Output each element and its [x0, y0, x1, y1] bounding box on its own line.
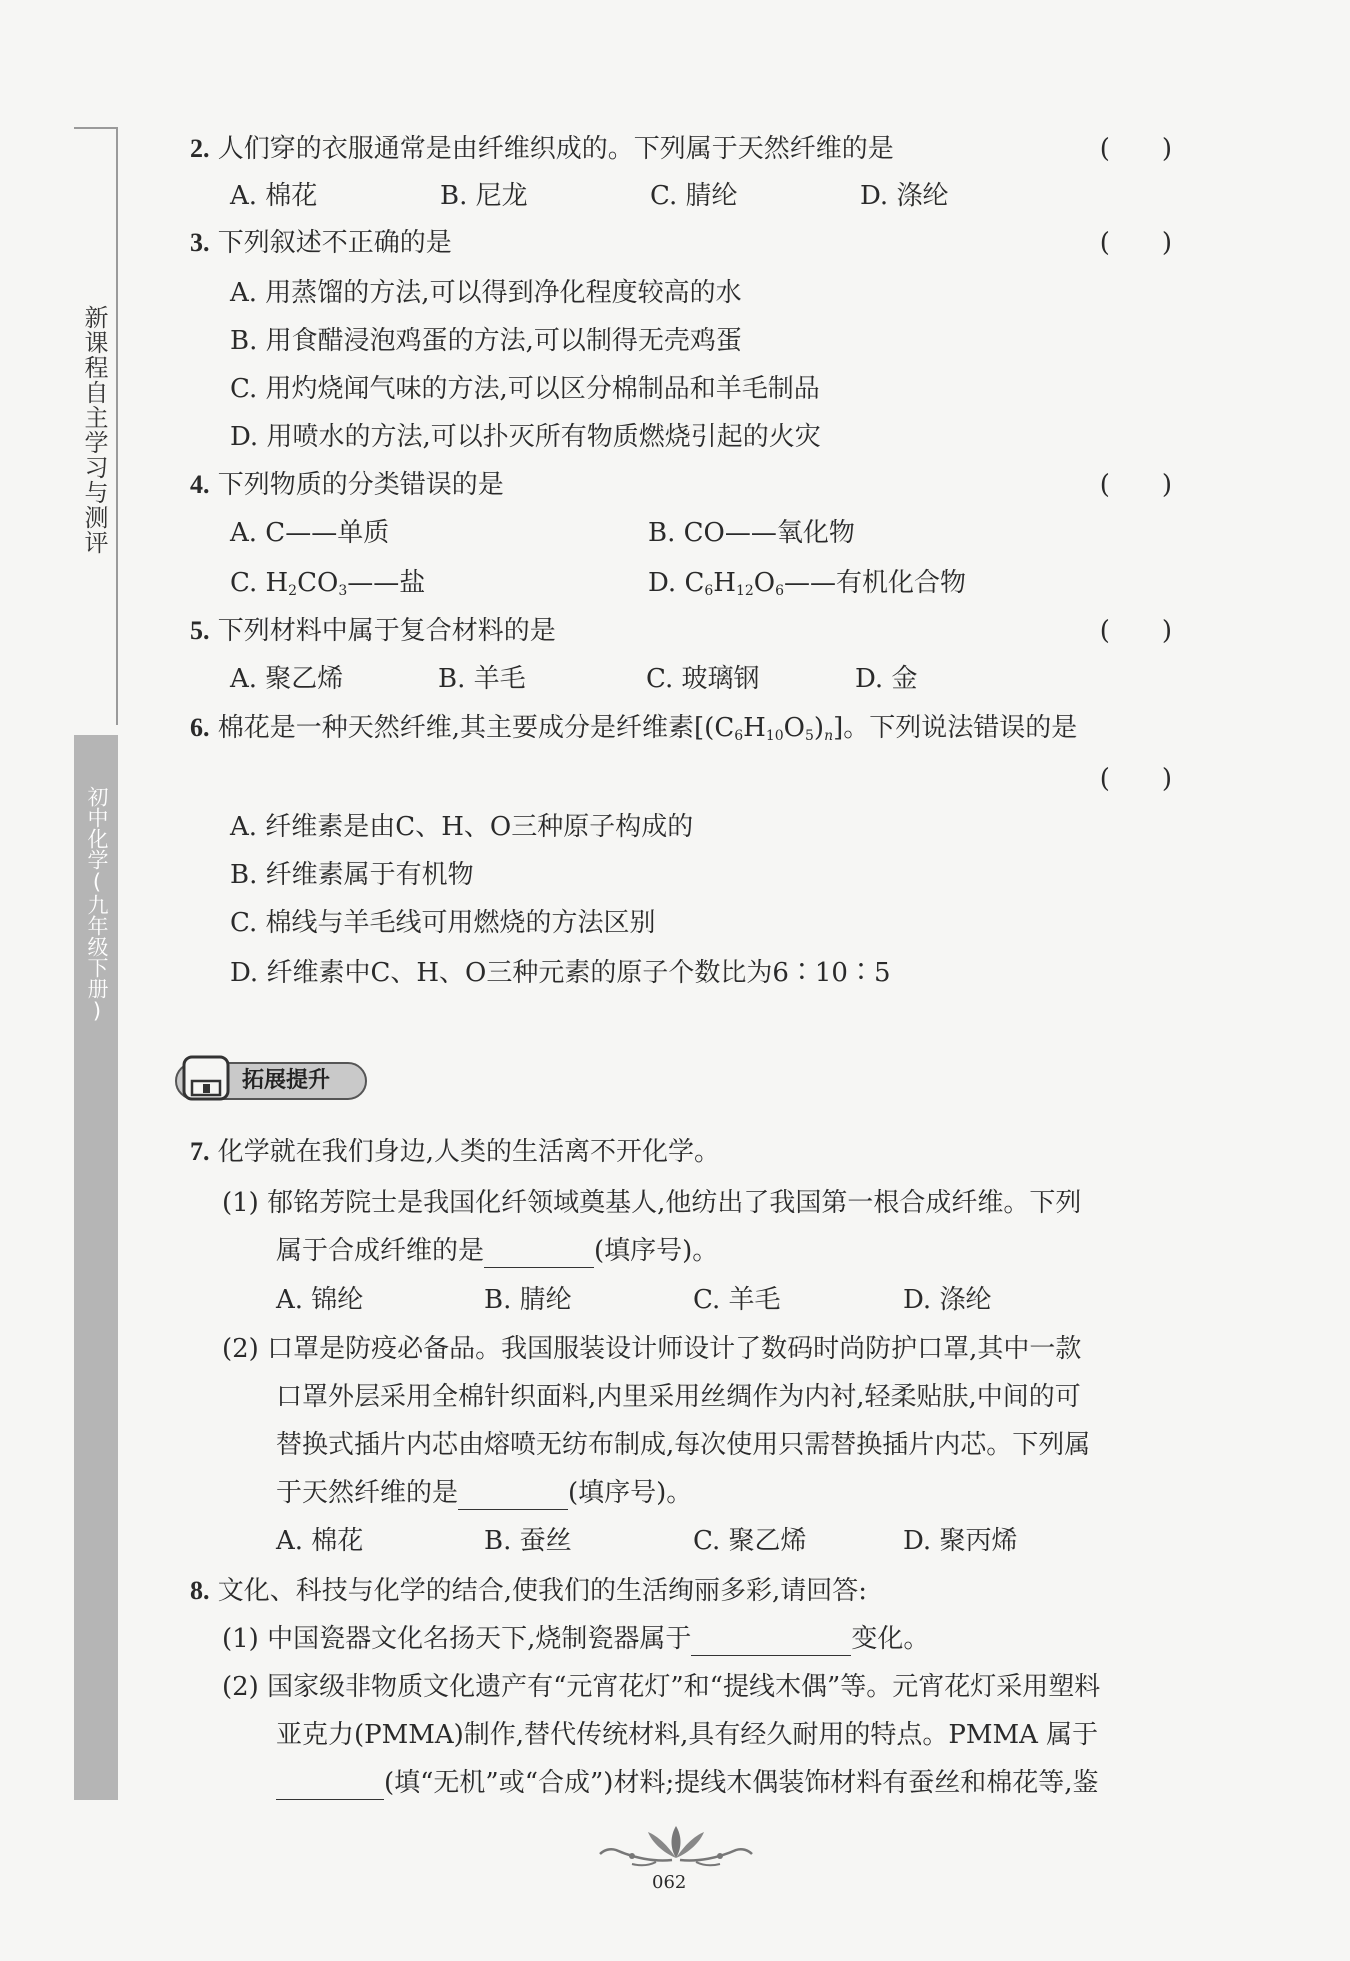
answer-blank[interactable] [484, 1241, 594, 1268]
option: C. 棉线与羊毛线可用燃烧的方法区别 [230, 908, 656, 938]
option: A. 用蒸馏的方法,可以得到净化程度较高的水 [230, 278, 742, 308]
option: A. 纤维素是由C、H、O三种原子构成的 [230, 812, 694, 842]
option: B. 尼龙 [440, 181, 528, 211]
question-7-part-1-line2: 属于合成纤维的是 (填序号)。 [276, 1236, 719, 1266]
question-5-stem: 下列材料中属于复合材料的是 [217, 616, 556, 646]
option: B. 羊毛 [438, 664, 526, 694]
option: A. 棉花 [230, 181, 318, 211]
answer-paren: ( ) [1099, 470, 1172, 500]
answer-blank[interactable] [691, 1629, 851, 1656]
page-number: 062 [652, 1872, 687, 1893]
answer-paren: ( ) [1099, 228, 1172, 258]
option: B. 纤维素属于有机物 [230, 860, 474, 890]
answer-paren: ( ) [1099, 134, 1172, 164]
question-4-stem: 下列物质的分类错误的是 [217, 470, 504, 500]
answer-blank[interactable] [458, 1483, 568, 1510]
option: D. 用喷水的方法,可以扑灭所有物质燃烧引起的火灾 [230, 422, 821, 452]
question-8-part-2-line2: 亚克力(PMMA)制作,替代传统材料,具有经久耐用的特点。PMMA 属于 [276, 1720, 1099, 1750]
question-8-part-2: (2) 国家级非物质文化遗产有“元宵花灯”和“提线木偶”等。元宵花灯采用塑料 [222, 1672, 1101, 1702]
option: C. 玻璃钢 [646, 664, 760, 694]
question-7-stem: 化学就在我们身边,人类的生活离不开化学。 [217, 1137, 721, 1167]
option: D. 金 [855, 664, 918, 694]
question-3-stem: 下列叙述不正确的是 [217, 228, 452, 258]
question-8-stem: 文化、科技与化学的结合,使我们的生活绚丽多彩,请回答: [217, 1576, 868, 1606]
question-8-part-1: (1) 中国瓷器文化名扬天下,烧制瓷器属于 变化。 [222, 1624, 930, 1654]
option: C. 腈纶 [650, 181, 738, 211]
question-7-part-2: (2) 口罩是防疫必备品。我国服装设计师设计了数码时尚防护口罩,其中一款 [222, 1334, 1082, 1364]
book-subject: 初中化学(九年级下册) [85, 786, 109, 1023]
option: D. 涤纶 [903, 1285, 992, 1315]
section-title: 拓展提升 [242, 1068, 331, 1093]
option: B. 蚕丝 [484, 1526, 572, 1556]
question-8-part-2-line3: (填“无机”或“合成”)材料;提线木偶装饰材料有蚕丝和棉花等,鉴 [276, 1766, 1098, 1800]
option: C. 聚乙烯 [693, 1526, 807, 1556]
question-4: 4. 下列物质的分类错误的是 [190, 470, 504, 500]
question-2-stem: 人们穿的衣服通常是由纤维织成的。下列属于天然纤维的是 [217, 134, 894, 164]
option: A. 聚乙烯 [230, 664, 344, 694]
option: C. 羊毛 [693, 1285, 781, 1315]
option: A. 锦纶 [276, 1285, 364, 1315]
option: C. 用灼烧闻气味的方法,可以区分棉制品和羊毛制品 [230, 374, 820, 404]
option: B. 用食醋浸泡鸡蛋的方法,可以制得无壳鸡蛋 [230, 326, 742, 356]
answer-paren: ( ) [1099, 616, 1172, 646]
answer-paren: ( ) [1099, 764, 1172, 794]
question-7: 7. 化学就在我们身边,人类的生活离不开化学。 [190, 1137, 721, 1167]
option-formula: D. $C_6H_{12}O_6——$有机化合物 [648, 568, 967, 599]
question-7-part-1: (1) 郁铭芳院士是我国化纤领域奠基人,他纺出了我国第一根合成纤维。下列 [222, 1188, 1082, 1218]
question-7-part-2-line4: 于天然纤维的是 (填序号)。 [276, 1478, 693, 1508]
option: D. 聚丙烯 [903, 1526, 1018, 1556]
book-title: 新课程自主学习与测评 [80, 305, 108, 555]
option: D. 纤维素中C、H、O三种元素的原子个数比为6∶10∶5 [230, 958, 891, 988]
answer-blank[interactable] [276, 1773, 384, 1800]
option: B. 腈纶 [484, 1285, 572, 1315]
question-8: 8. 文化、科技与化学的结合,使我们的生活绚丽多彩,请回答: [190, 1576, 868, 1606]
option: A. 棉花 [276, 1526, 364, 1556]
question-7-part-2-line3: 替换式插片内芯由熔喷无纺布制成,每次使用只需替换插片内芯。下列属 [276, 1430, 1091, 1460]
option: A. C——单质 [230, 518, 390, 548]
question-7-part-2-line2: 口罩外层采用全棉针织面料,内里采用丝绸作为内衬,轻柔贴肤,中间的可 [276, 1382, 1081, 1412]
section-header [174, 1055, 370, 1103]
option: B. CO——氧化物 [648, 518, 855, 548]
question-6: 6. 棉花是一种天然纤维,其主要成分是纤维素$[(C_6H_{10}O_5)_n]$。下列说法错误的是 [190, 713, 1078, 744]
question-2: 2. 人们穿的衣服通常是由纤维织成的。下列属于天然纤维的是 [190, 134, 894, 164]
option-formula: C. $H_2CO_3——$盐 [230, 568, 426, 599]
option: D. 涤纶 [860, 181, 949, 211]
footer-ornament [596, 1822, 756, 1872]
question-5: 5. 下列材料中属于复合材料的是 [190, 616, 556, 646]
question-3: 3. 下列叙述不正确的是 [190, 228, 452, 258]
